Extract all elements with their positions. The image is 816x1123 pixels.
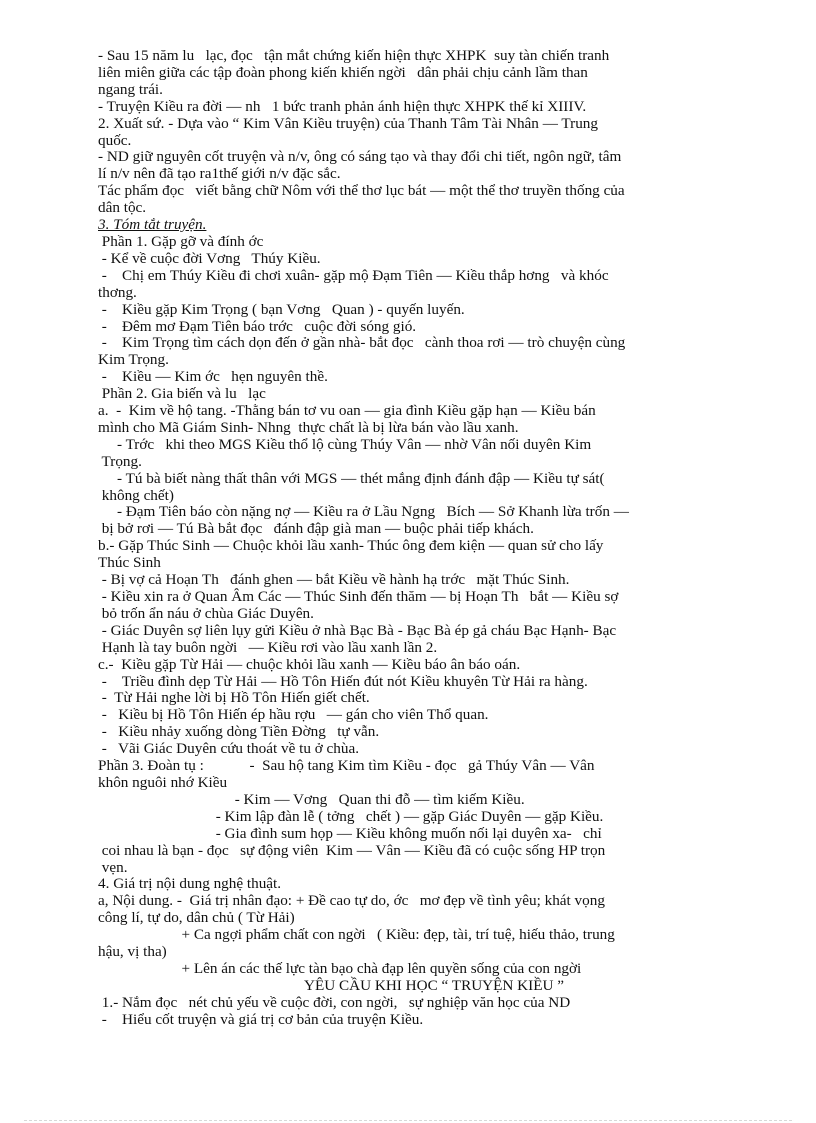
section-heading-tom-tat: 3. Tóm tắt truyện. bbox=[98, 216, 207, 234]
requirements-heading: YÊU CẦU KHI HỌC “ TRUYỆN KIỀU ” bbox=[304, 976, 564, 994]
text-line: - ND giữ nguyên cốt truyện và n/v, ông có sáng tạo và thay đổi chi tiết, ngôn ngữ, tâm bbox=[98, 148, 622, 166]
text-line: không chết) bbox=[98, 486, 174, 504]
text-line: - Kiều xin ra ở Quan Âm Các — Thúc Sinh đến thăm — bị Hoạn Th bắt — Kiều sợ bbox=[98, 588, 619, 605]
text-line: - Kiều gặp Kim Trọng ( bạn Vơng Quan ) - quyến luyến. bbox=[98, 300, 465, 318]
text-line: thơng. bbox=[98, 283, 137, 301]
text-line: - Bị vợ cả Hoạn Th đánh ghen — bắt Kiều về hành hạ trớc mặt Thúc Sinh. bbox=[98, 571, 570, 589]
text-line: quốc. bbox=[98, 131, 132, 149]
text-line: - Kim — Vơng Quan thi đỗ — tìm kiếm Kiều. bbox=[98, 790, 525, 808]
text-line: lí n/v nên đã tạo ra1thế giới n/v đặc sắc. bbox=[98, 165, 341, 183]
text-line: - Gia đình sum họp — Kiều không muốn nối lại duyên xa- chỉ bbox=[98, 824, 602, 842]
text-line: - Giác Duyên sợ liên lụy gửi Kiều ở nhà Bạc Bà - Bạc Bà ép gả cháu Bạc Hạnh- Bạc bbox=[98, 621, 617, 639]
text-line: - Đêm mơ Đạm Tiên báo trớc cuộc đời sóng gió. bbox=[98, 317, 417, 335]
text-line: bỏ trốn ẩn náu ở chùa Giác Duyên. bbox=[98, 604, 314, 622]
text-line: hậu, vị tha) bbox=[98, 943, 167, 961]
text-line: a, Nội dung. - Giá trị nhân đạo: + Đề cao tự do, ớc mơ đẹp về tình yêu; khát vọng bbox=[98, 892, 605, 910]
text-line: + Ca ngợi phẩm chất con ngời ( Kiều: đẹp, tài, trí tuệ, hiếu thảo, trung bbox=[98, 926, 615, 944]
text-line: - Đạm Tiên báo còn nặng nợ — Kiều ra ở Lầu Ngng Bích — Sở Khanh lừa trốn — bbox=[98, 503, 629, 521]
section-heading-xuat-su: 2. Xuất sứ. - Dựa vào “ Kim Vân Kiều truyện) của Thanh Tâm Tài Nhân — Trung bbox=[98, 114, 598, 132]
text-line: Thúc Sinh bbox=[98, 554, 161, 572]
text-line: - Tú bà biết nàng thất thân với MGS — thét mắng định đánh đập — Kiều tự sát( bbox=[98, 469, 605, 487]
text-line: bị bở rơi — Tú Bà bắt đọc đánh đập già man — buộc phải tiếp khách. bbox=[98, 520, 534, 538]
text-line: Tác phẩm đọc viết bằng chữ Nôm với thể thơ lục bát — một thể thơ truyền thống của bbox=[98, 182, 625, 200]
part-heading-2: Phần 2. Gia biến và lu lạc bbox=[98, 385, 266, 403]
text-line: - Kiều bị Hồ Tôn Hiến ép hầu rợu — gán cho viên Thổ quan. bbox=[98, 706, 489, 724]
text-line: - Kể về cuộc đời Vơng Thúy Kiều. bbox=[98, 249, 321, 267]
text-line: khôn nguôi nhớ Kiều bbox=[98, 773, 228, 791]
text-line: c.- Kiều gặp Từ Hải — chuộc khỏi lầu xanh — Kiều báo ân báo oán. bbox=[98, 655, 521, 673]
text-line: liên miên giữa các tập đoàn phong kiến khiến ngời dân phải chịu cảnh lầm than bbox=[98, 63, 588, 81]
text-line: - Sau 15 năm lu lạc, đọc tận mắt chứng kiến hiện thực XHPK suy tàn chiến tranh bbox=[98, 47, 610, 64]
text-line: - Kim Trọng tìm cách dọn đến ở gần nhà- bắt đọc cành thoa rơi — trò chuyện cùng bbox=[98, 334, 626, 352]
text-line: ngang trái. bbox=[98, 80, 163, 98]
page-bottom-divider bbox=[24, 1120, 792, 1121]
text-line: - Hiểu cốt truyện và giá trị cơ bản của truyện Kiều. bbox=[98, 1010, 424, 1028]
text-line: - Vãi Giác Duyên cứu thoát về tu ở chùa. bbox=[98, 740, 360, 758]
text-line: + Lên án các thế lực tàn bạo chà đạp lên quyền sống của con ngời bbox=[98, 959, 582, 977]
text-line: - Chị em Thúy Kiều đi chơi xuân- gặp mộ Đạm Tiên — Kiều thắp hơng và khóc bbox=[98, 266, 609, 284]
text-line: - Từ Hải nghe lời bị Hồ Tôn Hiến giết chết. bbox=[98, 689, 370, 707]
text-line: Kim Trọng. bbox=[98, 351, 169, 369]
text-line: - Triều đình dẹp Từ Hải — Hồ Tôn Hiến đút nót Kiều khuyên Từ Hải ra hàng. bbox=[98, 672, 588, 690]
document-page bbox=[98, 48, 770, 1029]
text-line: coi nhau là bạn - đọc sự động viên Kim — Vân — Kiều đã có cuộc sống HP trọn bbox=[98, 841, 606, 859]
part-heading-3: Phần 3. Đoàn tụ : - Sau hộ tang Kim tìm Kiều - đọc gả Thúy Vân — Vân bbox=[98, 757, 595, 775]
text-line: mình cho Mã Giám Sinh- Nhng thực chất là bị lừa bán vào lầu xanh. bbox=[98, 418, 519, 436]
text-line: - Kiều nhảy xuống dòng Tiền Đờng tự vẫn. bbox=[98, 723, 380, 741]
text-line: 1.- Nắm đọc nét chủ yếu về cuộc đời, con ngời, sự nghiệp văn học của ND bbox=[98, 993, 571, 1011]
text-line: - Kim lập đàn lễ ( tởng chết ) — gặp Giác Duyên — gặp Kiều. bbox=[98, 807, 604, 825]
text-line: - Trớc khi theo MGS Kiều thổ lộ cùng Thúy Vân — nhờ Vân nối duyên Kim bbox=[98, 435, 592, 453]
text-line: - Truyện Kiều ra đời — nh 1 bức tranh phản ánh hiện thực XHPK thế kỉ XIIIV. bbox=[98, 97, 587, 115]
text-line: dân tộc. bbox=[98, 199, 147, 217]
part-heading-1: Phần 1. Gặp gỡ và đính ớc bbox=[98, 232, 264, 250]
text-line: Trọng. bbox=[98, 452, 142, 470]
section-heading-gia-tri: 4. Giá trị nội dung nghệ thuật. bbox=[98, 875, 282, 893]
text-line: - Kiều — Kim ớc hẹn nguyên thề. bbox=[98, 368, 328, 386]
text-line: công lí, tự do, dân chủ ( Từ Hải) bbox=[98, 909, 295, 927]
text-line: a. - Kim về hộ tang. -Thằng bán tơ vu oan — gia đình Kiều gặp hạn — Kiều bán bbox=[98, 402, 596, 420]
text-line: Hạnh là tay buôn ngời — Kiều rơi vào lầu xanh lần 2. bbox=[98, 638, 438, 656]
text-line: vẹn. bbox=[98, 858, 128, 876]
text-line: b.- Gặp Thúc Sinh — Chuộc khỏi lầu xanh- Thúc ông đem kiện — quan sử cho lấy bbox=[98, 537, 604, 555]
